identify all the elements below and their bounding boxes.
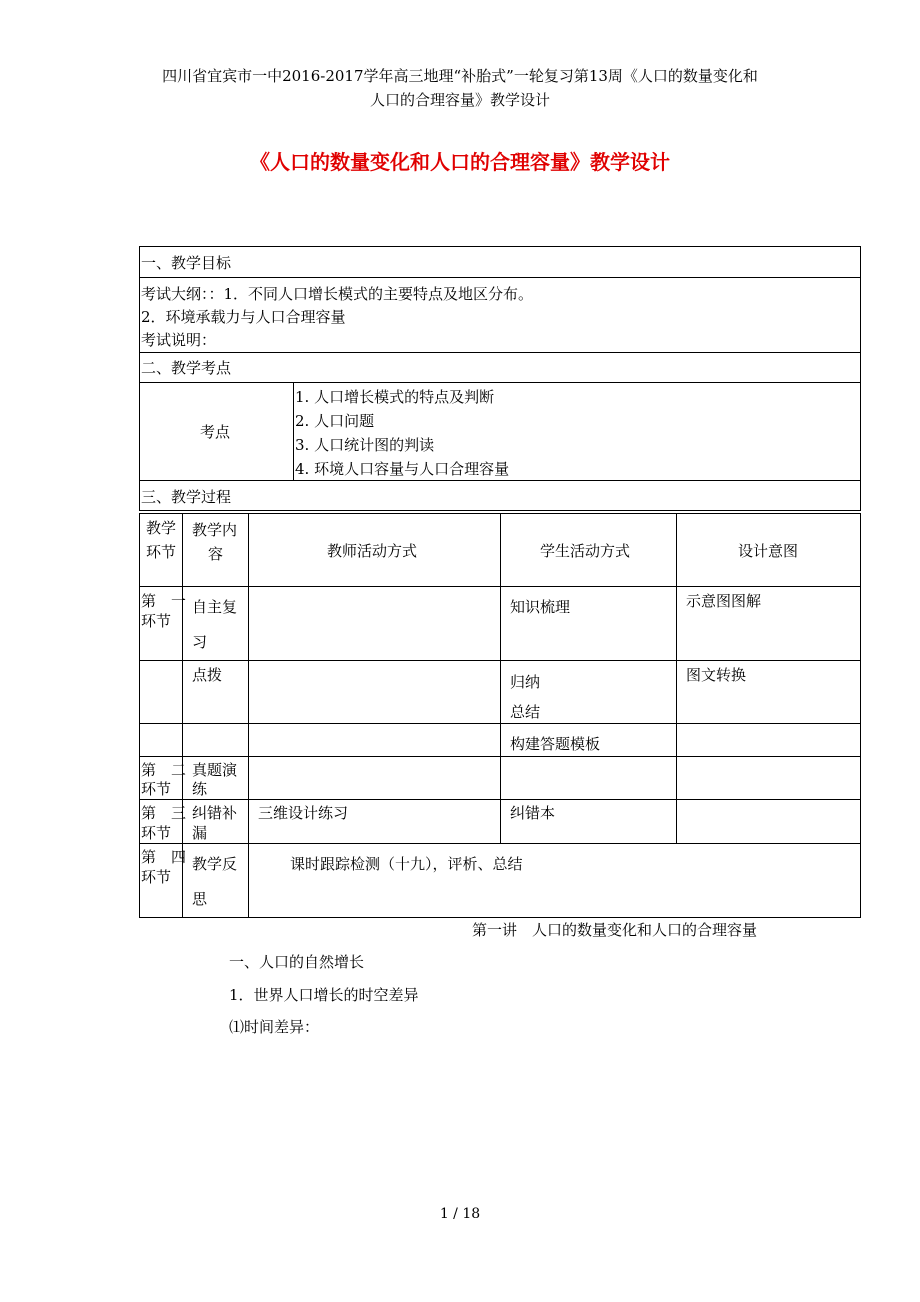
header-content: 教学内 <box>192 521 238 539</box>
header-teacher: 教师活动方式 <box>327 542 418 560</box>
row6-stage: 环节 <box>141 868 172 886</box>
row4-content: 练 <box>192 780 208 798</box>
row3-student: 构建答题模板 <box>510 735 601 753</box>
row1-stage: 环节 <box>141 612 172 630</box>
row5-content: 漏 <box>192 824 208 842</box>
row1-student: 知识梳理 <box>510 598 571 616</box>
row4-stage: 环节 <box>141 780 172 798</box>
outline-line-2: 2．环境承载力与人口合理容量 <box>141 308 346 326</box>
divider <box>676 513 677 843</box>
heading-spatiotemporal: 1．世界人口增长的时空差异 <box>229 986 419 1004</box>
document-header <box>120 64 800 112</box>
header-student: 学生活动方式 <box>540 542 631 560</box>
divider <box>500 513 501 843</box>
header-line-1: 四川省宜宾市一中2016-2017学年高三地理“补胎式”一轮复习第13周《人口的数量变化和 <box>162 67 758 85</box>
divider <box>139 382 861 383</box>
divider <box>248 513 249 918</box>
kaodian-item: 1. 人口增长模式的特点及判断 <box>295 388 495 406</box>
row1-content: 习 <box>192 633 208 651</box>
heading-time-difference: ⑴时间差异： <box>229 1018 320 1036</box>
row6-stage: 第 四 <box>141 848 187 866</box>
row6-content: 教学反 <box>192 855 238 873</box>
kaodian-item: 3. 人口统计图的判读 <box>295 436 435 454</box>
kaodian-item: 2. 人口问题 <box>295 412 375 430</box>
outline-line-1: 考试大纲：：1．不同人口增长模式的主要特点及地区分布。 <box>141 285 534 303</box>
section-key-points: 二、教学考点 <box>141 359 232 377</box>
divider <box>139 277 861 278</box>
row5-student: 纠错本 <box>510 804 556 822</box>
outline-line-3: 考试说明： <box>141 331 217 349</box>
row2-intent: 图文转换 <box>686 666 747 684</box>
row4-content: 真题演 <box>192 761 238 779</box>
lecture-title: 第一讲 人口的数量变化和人口的合理容量 <box>472 921 758 939</box>
row5-teacher: 三维设计练习 <box>258 804 349 822</box>
header-content: 容 <box>208 545 224 563</box>
row5-stage: 环节 <box>141 824 172 842</box>
divider <box>139 352 861 353</box>
section-process: 三、教学过程 <box>141 488 232 506</box>
row2-student: 归纳 <box>510 673 541 691</box>
header-intent: 设计意图 <box>738 542 799 560</box>
divider <box>293 382 294 480</box>
row4-stage: 第 二 <box>141 761 187 779</box>
heading-natural-growth: 一、人口的自然增长 <box>229 953 365 971</box>
row5-content: 纠错补 <box>192 804 238 822</box>
row1-stage: 第 一 <box>141 592 187 610</box>
kaodian-item: 4. 环境人口容量与人口合理容量 <box>295 460 510 478</box>
page-title: 《人口的数量变化和人口的合理容量》教学设计 <box>250 150 670 174</box>
kaodian-label: 考点 <box>200 423 231 441</box>
row5-stage: 第 三 <box>141 804 187 822</box>
row6-teacher: 课时跟踪检测（十九），评析、总结 <box>290 855 523 873</box>
header-line-2: 人口的合理容量》教学设计 <box>369 91 550 109</box>
row1-intent: 示意图图解 <box>686 592 762 610</box>
header-stage: 教学 <box>146 519 177 537</box>
row1-content: 自主复 <box>192 598 238 616</box>
row2-content: 点拨 <box>192 666 223 684</box>
row6-content: 思 <box>192 890 208 908</box>
header-stage: 环节 <box>146 543 177 561</box>
page-number: 1 / 18 <box>439 1206 481 1222</box>
row2-student: 总结 <box>510 703 541 721</box>
section-objectives: 一、教学目标 <box>141 254 232 272</box>
